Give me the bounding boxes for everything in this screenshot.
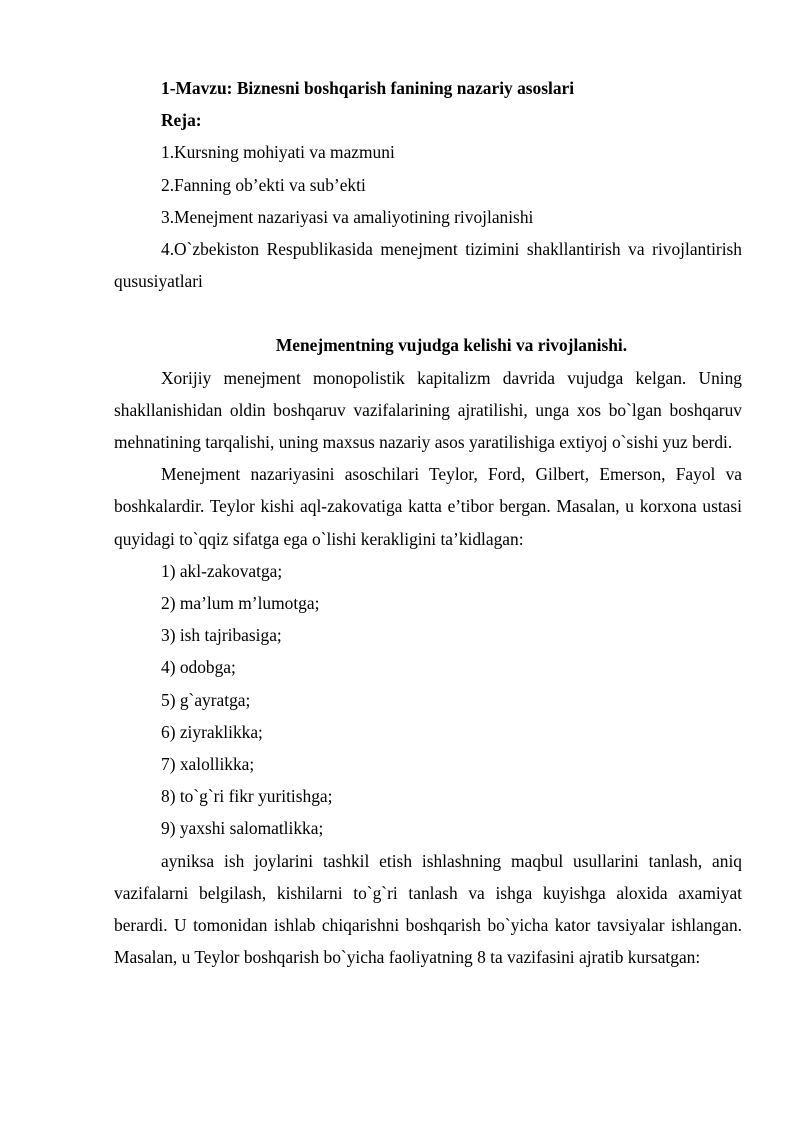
list-item: 2) ma’lum m’lumotga; bbox=[161, 593, 320, 614]
list-item: 3) ish tajribasiga; bbox=[161, 625, 282, 646]
paragraph: Menejment nazariyasini asoschilari Teylor, Ford, Gilbert, Emerson, Fayol va boshkalardir. Teylor kishi aql-zakovatiga katta e’tibor bergan. Masalan, u korxona ustasi quyidagi to`qqiz sifatga ega o`lishi kerakligini ta’kidlagan: bbox=[114, 464, 742, 549]
list-item: 6) ziyraklikka; bbox=[161, 721, 263, 742]
paragraph: Xorijiy menejment monopolistik kapitalizm davrida vujudga kelgan. Uning shakllanishidan oldin boshqaruv vazifalarining ajratilishi, unga xos bo`lgan boshqaruv mehnatining tarqalishi, uning maxsus nazariy asos yaratilishiga extiyoj o`sishi yuz berdi. bbox=[114, 367, 742, 453]
list-item: 4) odobga; bbox=[161, 657, 236, 678]
spacer bbox=[114, 297, 742, 329]
list-item: 8) to`g`ri fikr yuritishga; bbox=[161, 786, 333, 807]
topic-title: 1-Mavzu: Biznesni boshqarish fanining nazariy asoslari bbox=[161, 78, 575, 98]
list-item: 9) yaxshi salomatlikka; bbox=[161, 818, 324, 839]
document-page bbox=[114, 72, 742, 973]
plan-item: 4.O`zbekiston Respublikasida menejment tizimini shakllantirish va rivojlantirish qususiyatlari bbox=[114, 239, 742, 292]
plan-label: Reja: bbox=[161, 110, 202, 131]
section-heading: Menejmentning vujudga kelishi va rivojlanishi. bbox=[275, 335, 628, 356]
paragraph: ayniksa ish joylarini tashkil etish ishlashning maqbul usullarini tanlash, aniq vazifalarni belgilash, kishilarni to`g`ri tanlash va ishga kuyishga aloxida axamiyat berardi. U tomonidan ishlab chiqarishni boshqarish bo`yicha kator tavsiyalar ishlangan. Masalan, u Teylor boshqarish bo`yicha faoliyatning 8 ta vazifasini ajratib kursatgan: bbox=[114, 850, 742, 968]
plan-item: 2.Fanning ob’ekti va sub’ekti bbox=[161, 174, 366, 195]
list-item: 1) akl-zakovatga; bbox=[161, 560, 283, 581]
plan-item: 3.Menejment nazariyasi va amaliyotining rivojlanishi bbox=[161, 206, 534, 227]
list-item: 7) xalollikka; bbox=[161, 754, 255, 775]
plan-item: 1.Kursning mohiyati va mazmuni bbox=[161, 142, 395, 163]
list-item: 5) g`ayratga; bbox=[161, 689, 251, 710]
